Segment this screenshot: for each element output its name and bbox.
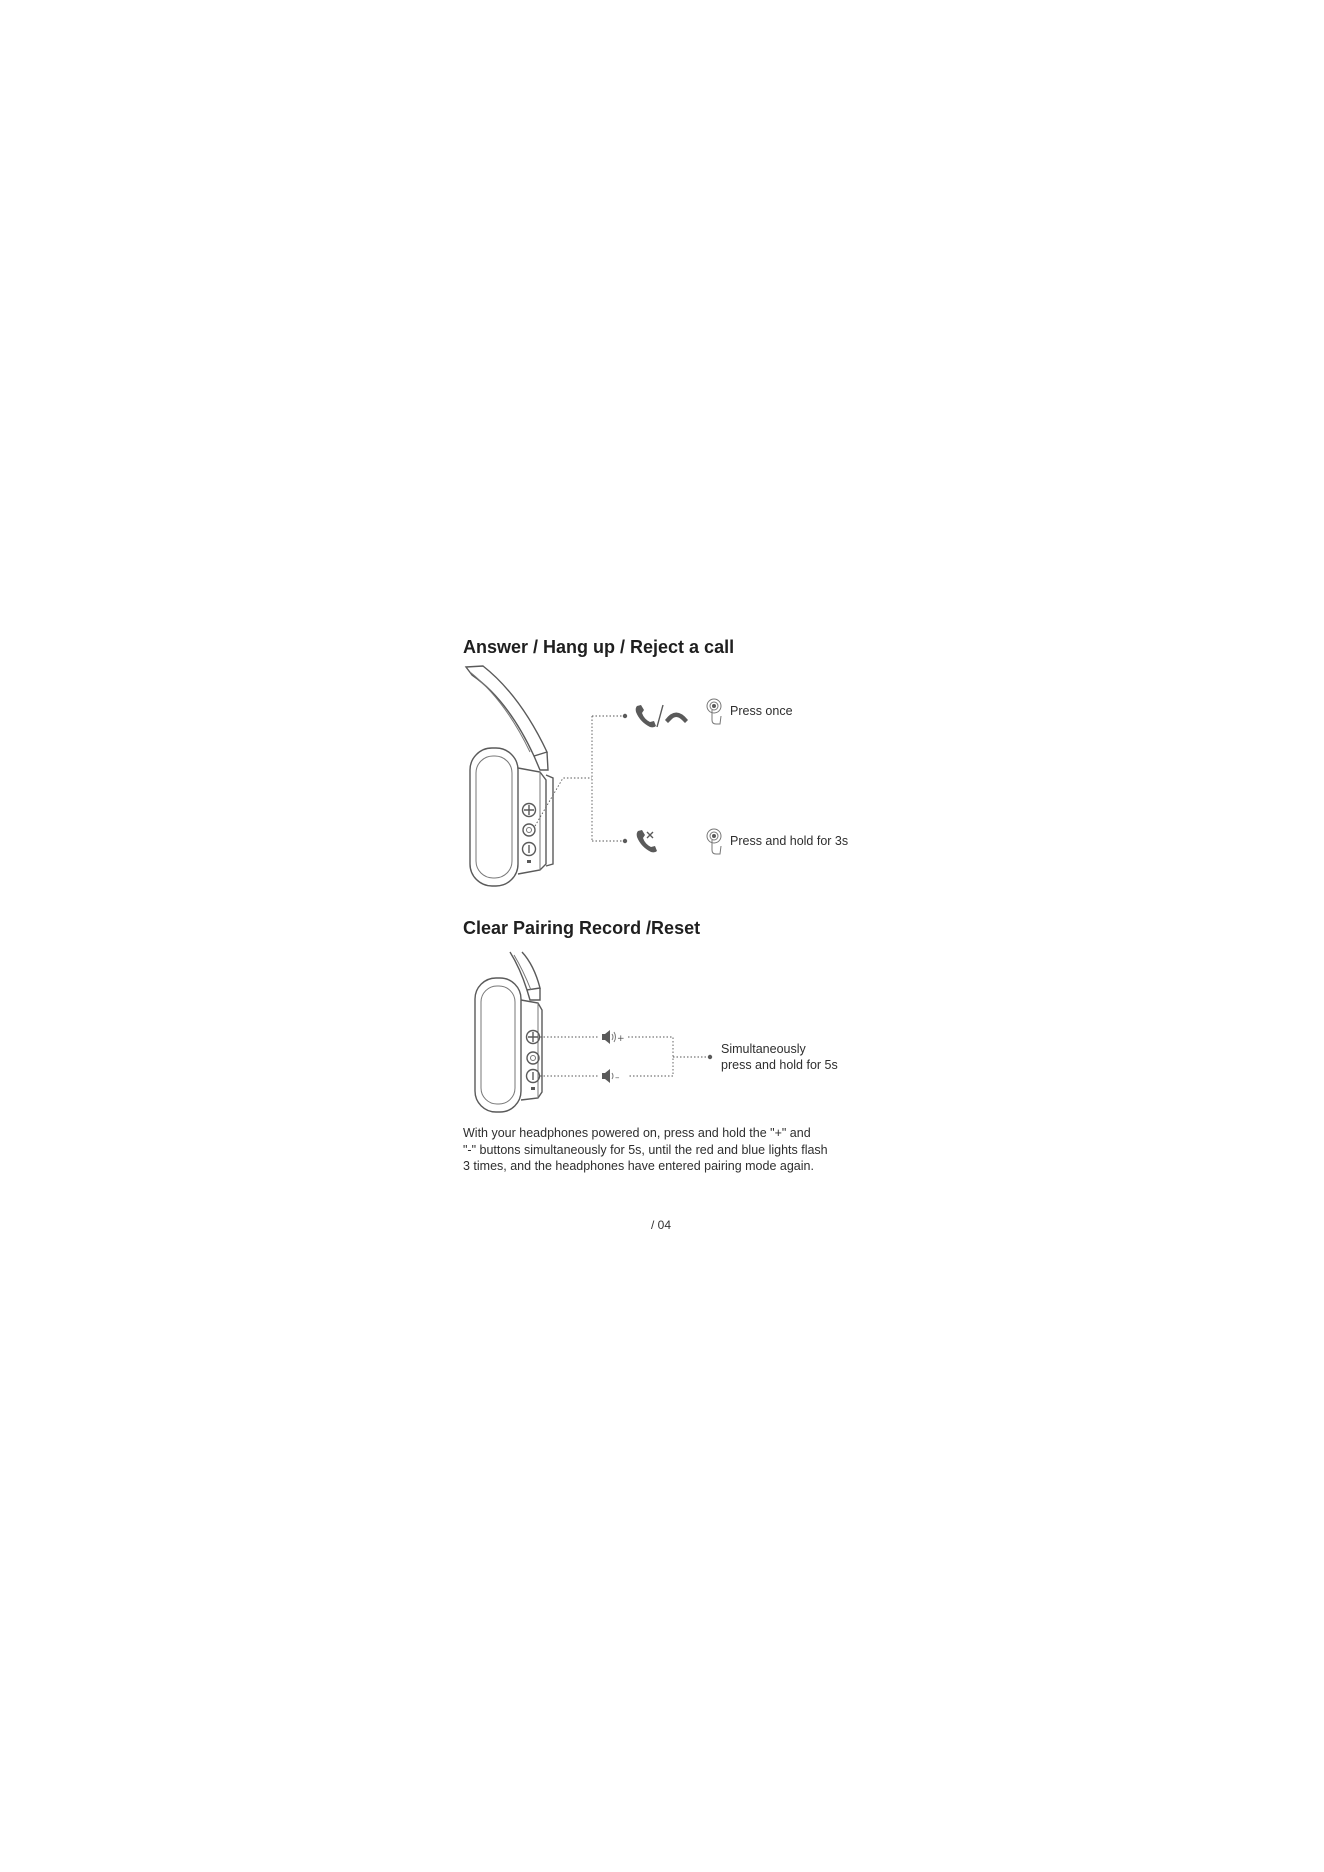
instruction-line: 3 times, and the headphones have entered pairing mode again.	[463, 1159, 814, 1173]
press-once-label: Press once	[730, 704, 793, 718]
instruction-line: With your headphones powered on, press and hold the "+" and	[463, 1126, 811, 1140]
speaker-icon	[602, 1030, 616, 1044]
headphone-side-illustration-reset	[475, 952, 542, 1112]
section-title-reset: Clear Pairing Record /Reset	[463, 918, 701, 938]
reset-instructions	[463, 1125, 883, 1175]
section-title-call: Answer / Hang up / Reject a call	[463, 637, 735, 657]
instruction-line: "-" buttons simultaneously for 5s, until the red and blue lights flash	[463, 1142, 828, 1157]
page-number: / 04	[651, 1218, 672, 1232]
volume-up-symbol: +	[617, 1034, 625, 1044]
simultaneous-label-line2: press and hold for 5s	[721, 1058, 838, 1072]
simultaneous-label-line1: Simultaneously	[721, 1042, 806, 1056]
press-hold-label: Press and hold for 3s	[730, 834, 849, 848]
volume-down-symbol: –	[615, 1073, 620, 1083]
speaker-icon	[602, 1069, 613, 1083]
leader-dot	[708, 1055, 712, 1059]
